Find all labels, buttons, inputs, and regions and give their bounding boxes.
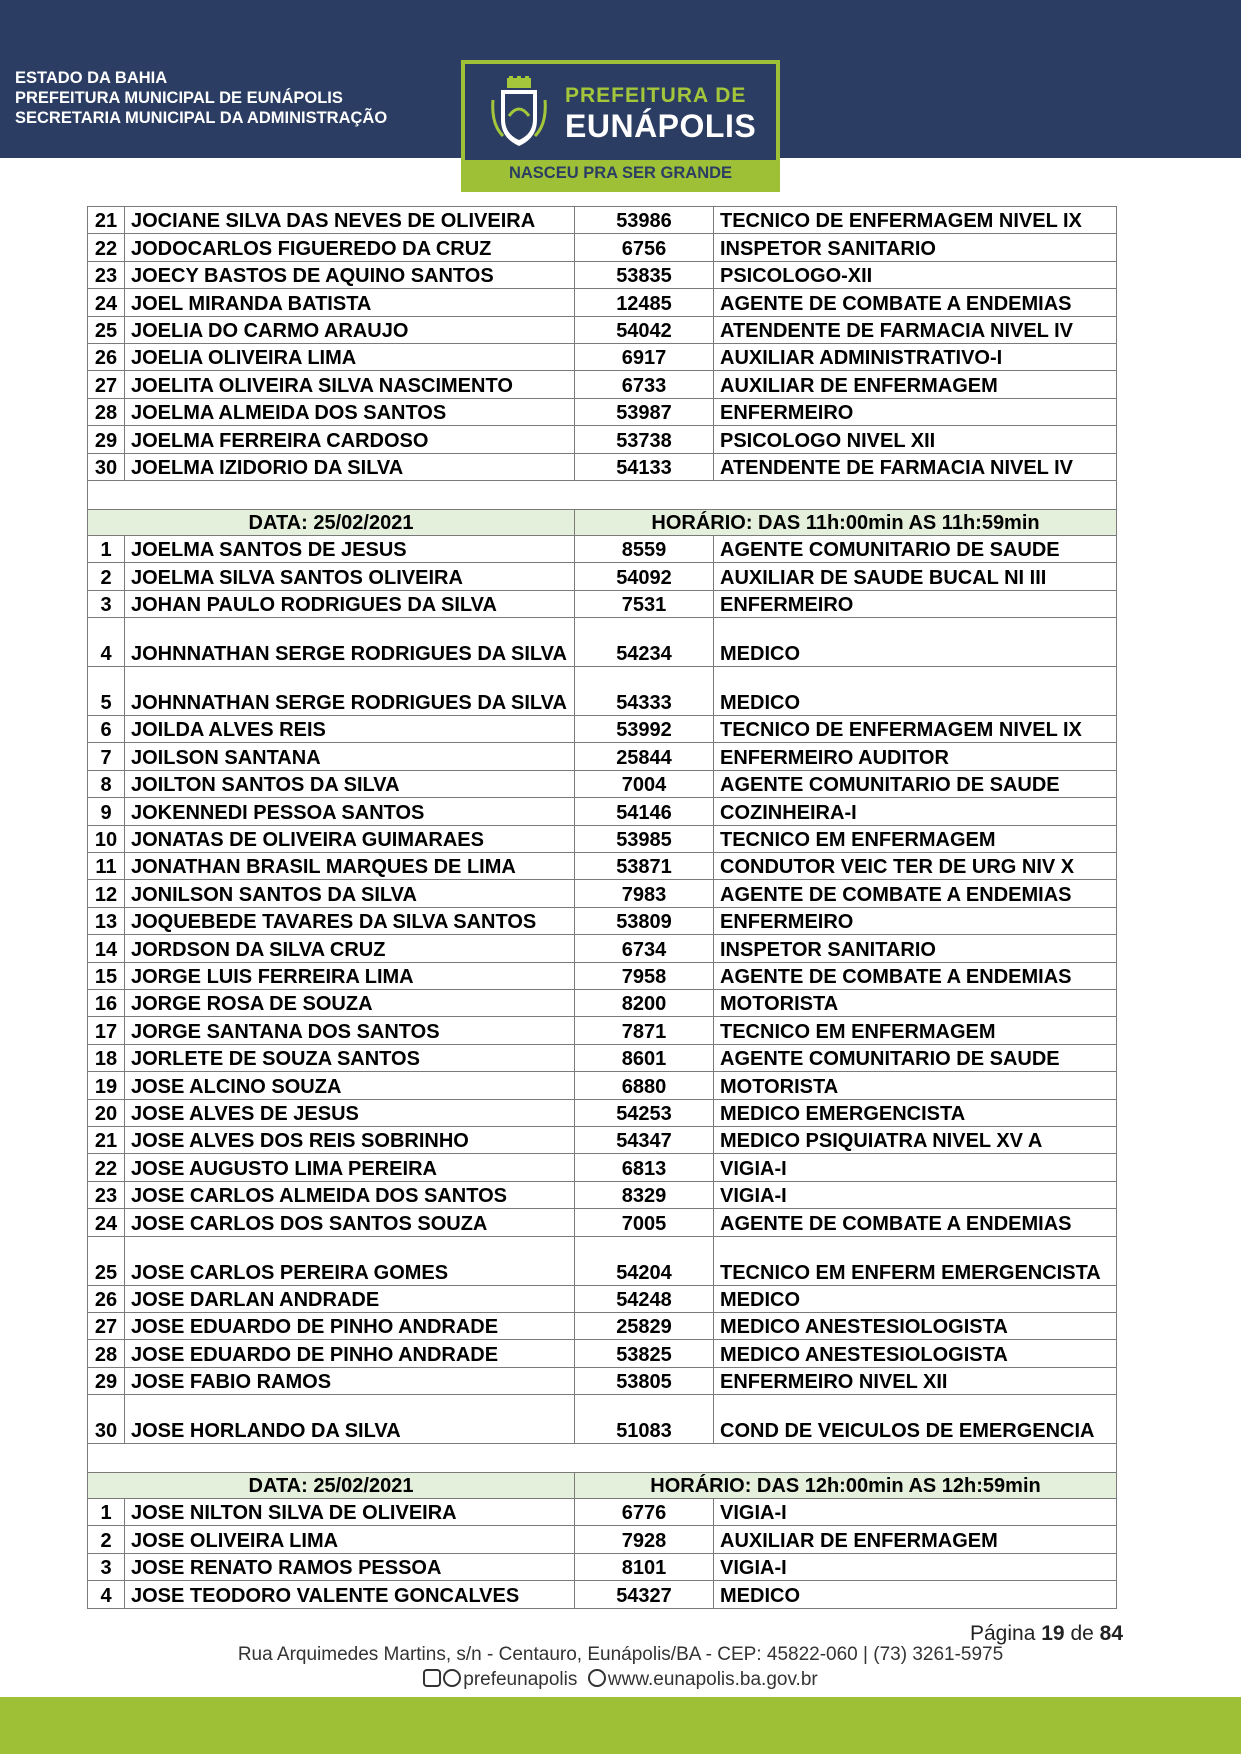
prefeitura-logo	[461, 60, 780, 192]
registration-number: 53809	[575, 907, 714, 934]
registration-number: 6813	[575, 1154, 714, 1181]
job-title: ENFERMEIRO	[714, 398, 1117, 425]
employee-name: JOILSON SANTANA	[125, 743, 575, 770]
job-title: AGENTE DE COMBATE A ENDEMIAS	[714, 289, 1117, 316]
job-title: PSICOLOGO NIVEL XII	[714, 426, 1117, 453]
table-row	[88, 1126, 1117, 1153]
row-number: 25	[88, 316, 125, 343]
row-number: 17	[88, 1017, 125, 1044]
job-title: MEDICO EMERGENCISTA	[714, 1099, 1117, 1126]
table-row	[88, 667, 1117, 716]
logo-text-eunapolis: EUNÁPOLIS	[565, 108, 757, 144]
employee-name: JOSE EDUARDO DE PINHO ANDRADE	[125, 1312, 575, 1339]
registration-number: 7531	[575, 590, 714, 617]
footer-address: Rua Arquimedes Martins, s/n - Centauro, Eunápolis/BA - CEP: 45822-060 | (73) 3261-5975	[237, 1644, 1004, 1665]
employee-name: JORLETE DE SOUZA SANTOS	[125, 1044, 575, 1071]
row-number: 28	[88, 1340, 125, 1367]
row-number: 12	[88, 880, 125, 907]
job-title: VIGIA-I	[714, 1553, 1117, 1580]
row-number: 30	[88, 1395, 125, 1444]
row-number: 10	[88, 825, 125, 852]
table-row	[88, 289, 1117, 316]
job-title: MEDICO	[714, 667, 1117, 716]
table-row	[88, 1154, 1117, 1181]
row-number: 28	[88, 398, 125, 425]
table-row	[88, 716, 1117, 743]
job-title: VIGIA-I	[714, 1499, 1117, 1526]
row-number: 22	[88, 1154, 125, 1181]
job-title: MEDICO PSIQUIATRA NIVEL XV A	[714, 1126, 1117, 1153]
registration-number: 6776	[575, 1499, 714, 1526]
page-number	[970, 1622, 1123, 1646]
table-row	[88, 935, 1117, 962]
table-row	[88, 907, 1117, 934]
table-row	[88, 426, 1117, 453]
employee-name: JORGE SANTANA DOS SANTOS	[125, 1017, 575, 1044]
table-row	[88, 1395, 1117, 1444]
employee-name: JOSE FABIO RAMOS	[125, 1367, 575, 1394]
employee-name: JOELIA DO CARMO ARAUJO	[125, 316, 575, 343]
social-handle: prefeunapolis	[463, 1669, 578, 1690]
employee-name: JORGE ROSA DE SOUZA	[125, 989, 575, 1016]
table-row	[88, 1236, 1117, 1285]
employee-name: JOECY BASTOS DE AQUINO SANTOS	[125, 261, 575, 288]
job-title: ENFERMEIRO	[714, 590, 1117, 617]
row-number: 9	[88, 798, 125, 825]
row-number: 16	[88, 989, 125, 1016]
employee-name: JOSE ALCINO SOUZA	[125, 1072, 575, 1099]
registration-number: 53805	[575, 1367, 714, 1394]
registration-number: 8601	[575, 1044, 714, 1071]
registration-number: 8101	[575, 1553, 714, 1580]
logo-slogan: NASCEU PRA SER GRANDE	[508, 164, 733, 182]
table-row	[88, 618, 1117, 667]
row-number: 15	[88, 962, 125, 989]
registration-number: 7958	[575, 962, 714, 989]
table-row	[88, 535, 1117, 562]
row-number: 26	[88, 1285, 125, 1312]
schedule-date: DATA: 25/02/2021	[88, 509, 575, 535]
job-title: COND DE VEICULOS DE EMERGENCIA	[714, 1395, 1117, 1444]
job-title: ATENDENTE DE FARMACIA NIVEL IV	[714, 316, 1117, 343]
registration-number: 54204	[575, 1236, 714, 1285]
website-link[interactable]: www.eunapolis.ba.gov.br	[607, 1669, 818, 1690]
row-number: 23	[88, 261, 125, 288]
employee-name: JOKENNEDI PESSOA SANTOS	[125, 798, 575, 825]
employee-name: JOSE CARLOS PEREIRA GOMES	[125, 1236, 575, 1285]
job-title: MOTORISTA	[714, 1072, 1117, 1099]
page-total: 84	[1099, 1622, 1123, 1645]
job-title: TECNICO EM ENFERMAGEM	[714, 825, 1117, 852]
job-title: MEDICO	[714, 1581, 1117, 1608]
table-row	[88, 1367, 1117, 1394]
job-title: ATENDENTE DE FARMACIA NIVEL IV	[714, 453, 1117, 480]
row-number: 27	[88, 1312, 125, 1339]
job-title: TECNICO EM ENFERMAGEM	[714, 1017, 1117, 1044]
row-number: 14	[88, 935, 125, 962]
job-title: PSICOLOGO-XII	[714, 261, 1117, 288]
registration-number: 7928	[575, 1526, 714, 1553]
table-row	[88, 1340, 1117, 1367]
registration-number: 54347	[575, 1126, 714, 1153]
registration-number: 25829	[575, 1312, 714, 1339]
registration-number: 8329	[575, 1181, 714, 1208]
row-number: 3	[88, 1553, 125, 1580]
registration-number: 54234	[575, 618, 714, 667]
page-label: Página	[970, 1622, 1036, 1645]
registration-number: 53992	[575, 716, 714, 743]
employee-name: JOSE RENATO RAMOS PESSOA	[125, 1553, 575, 1580]
row-number: 2	[88, 1526, 125, 1553]
employee-name: JOSE ALVES DOS REIS SOBRINHO	[125, 1126, 575, 1153]
job-title: INSPETOR SANITARIO	[714, 935, 1117, 962]
row-number: 1	[88, 535, 125, 562]
table-row	[88, 1312, 1117, 1339]
row-number: 2	[88, 563, 125, 590]
employee-name: JOCIANE SILVA DAS NEVES DE OLIVEIRA	[125, 207, 575, 234]
employee-name: JOSE CARLOS ALMEIDA DOS SANTOS	[125, 1181, 575, 1208]
employee-name: JOSE ALVES DE JESUS	[125, 1099, 575, 1126]
employee-name: JORGE LUIS FERREIRA LIMA	[125, 962, 575, 989]
row-number: 23	[88, 1181, 125, 1208]
employee-name: JODOCARLOS FIGUEREDO DA CRUZ	[125, 234, 575, 261]
row-number: 24	[88, 1209, 125, 1236]
employee-name: JOEL MIRANDA BATISTA	[125, 289, 575, 316]
job-title: AGENTE DE COMBATE A ENDEMIAS	[714, 880, 1117, 907]
table-row	[88, 1553, 1117, 1580]
table-row	[88, 853, 1117, 880]
facebook-icon	[443, 1669, 461, 1687]
job-title: AUXILIAR ADMINISTRATIVO-I	[714, 343, 1117, 370]
row-number: 18	[88, 1044, 125, 1071]
registration-number: 54253	[575, 1099, 714, 1126]
employee-schedule-table	[87, 206, 1117, 1609]
registration-number: 53987	[575, 398, 714, 425]
employee-name: JOELMA IZIDORIO DA SILVA	[125, 453, 575, 480]
registration-number: 53825	[575, 1340, 714, 1367]
employee-name: JOILTON SANTOS DA SILVA	[125, 770, 575, 797]
table-row	[88, 207, 1117, 234]
logo-panel	[465, 64, 776, 160]
table-row	[88, 1499, 1117, 1526]
row-number: 3	[88, 590, 125, 617]
employee-name: JOSE TEODORO VALENTE GONCALVES	[125, 1581, 575, 1608]
header-line-city: PREFEITURA MUNICIPAL DE EUNÁPOLIS	[15, 89, 343, 107]
registration-number: 54248	[575, 1285, 714, 1312]
schedule-header	[88, 1473, 1117, 1499]
row-number: 4	[88, 618, 125, 667]
job-title: TECNICO DE ENFERMAGEM NIVEL IX	[714, 716, 1117, 743]
section-spacer	[88, 1444, 1117, 1473]
row-number: 1	[88, 1499, 125, 1526]
registration-number: 8200	[575, 989, 714, 1016]
row-number: 13	[88, 907, 125, 934]
employee-name: JOSE HORLANDO DA SILVA	[125, 1395, 575, 1444]
registration-number: 6880	[575, 1072, 714, 1099]
table-row	[88, 1044, 1117, 1071]
registration-number: 54333	[575, 667, 714, 716]
row-number: 26	[88, 343, 125, 370]
registration-number: 54092	[575, 563, 714, 590]
row-number: 6	[88, 716, 125, 743]
row-number: 30	[88, 453, 125, 480]
job-title: VIGIA-I	[714, 1181, 1117, 1208]
table-row	[88, 798, 1117, 825]
table-row	[88, 1181, 1117, 1208]
employee-name: JOSE EDUARDO DE PINHO ANDRADE	[125, 1340, 575, 1367]
table-row	[88, 1017, 1117, 1044]
employee-name: JONATHAN BRASIL MARQUES DE LIMA	[125, 853, 575, 880]
job-title: MEDICO ANESTESIOLOGISTA	[714, 1312, 1117, 1339]
registration-number: 7004	[575, 770, 714, 797]
employee-name: JOELMA SILVA SANTOS OLIVEIRA	[125, 563, 575, 590]
job-title: TECNICO DE ENFERMAGEM NIVEL IX	[714, 207, 1117, 234]
schedule-time: HORÁRIO: DAS 11h:00min AS 11h:59min	[575, 509, 1117, 535]
registration-number: 6917	[575, 343, 714, 370]
job-title: AGENTE DE COMBATE A ENDEMIAS	[714, 1209, 1117, 1236]
schedule-header	[88, 509, 1117, 535]
employee-name: JONATAS DE OLIVEIRA GUIMARAES	[125, 825, 575, 852]
employee-name: JOSE OLIVEIRA LIMA	[125, 1526, 575, 1553]
employee-name: JOSE DARLAN ANDRADE	[125, 1285, 575, 1312]
instagram-icon	[423, 1669, 441, 1687]
registration-number: 54146	[575, 798, 714, 825]
job-title: MEDICO ANESTESIOLOGISTA	[714, 1340, 1117, 1367]
table-row	[88, 590, 1117, 617]
employee-name: JOHAN PAULO RODRIGUES DA SILVA	[125, 590, 575, 617]
job-title: COZINHEIRA-I	[714, 798, 1117, 825]
table-row	[88, 880, 1117, 907]
table-row	[88, 398, 1117, 425]
registration-number: 54133	[575, 453, 714, 480]
table-row	[88, 962, 1117, 989]
row-number: 8	[88, 770, 125, 797]
table-row	[88, 261, 1117, 288]
job-title: AUXILIAR DE SAUDE BUCAL NI III	[714, 563, 1117, 590]
job-title: AUXILIAR DE ENFERMAGEM	[714, 371, 1117, 398]
job-title: ENFERMEIRO AUDITOR	[714, 743, 1117, 770]
page-current: 19	[1041, 1622, 1065, 1645]
globe-icon	[588, 1669, 606, 1687]
row-number: 5	[88, 667, 125, 716]
job-title: AGENTE COMUNITARIO DE SAUDE	[714, 770, 1117, 797]
job-title: INSPETOR SANITARIO	[714, 234, 1117, 261]
row-number: 29	[88, 1367, 125, 1394]
row-number: 27	[88, 371, 125, 398]
registration-number: 51083	[575, 1395, 714, 1444]
registration-number: 6734	[575, 935, 714, 962]
crest-icon	[489, 76, 549, 148]
table-row	[88, 770, 1117, 797]
table-row	[88, 1285, 1117, 1312]
table-row	[88, 1526, 1117, 1553]
table-row	[88, 453, 1117, 480]
job-title: TECNICO EM ENFERM EMERGENCISTA	[714, 1236, 1117, 1285]
row-number: 7	[88, 743, 125, 770]
row-number: 4	[88, 1581, 125, 1608]
employee-name: JOQUEBEDE TAVARES DA SILVA SANTOS	[125, 907, 575, 934]
employee-name: JOHNNATHAN SERGE RODRIGUES DA SILVA	[125, 667, 575, 716]
registration-number: 7005	[575, 1209, 714, 1236]
footer-bar	[0, 1697, 1241, 1754]
schedule-time: HORÁRIO: DAS 12h:00min AS 12h:59min	[575, 1473, 1117, 1499]
employee-name: JOELMA FERREIRA CARDOSO	[125, 426, 575, 453]
job-title: ENFERMEIRO	[714, 907, 1117, 934]
job-title: MEDICO	[714, 1285, 1117, 1312]
employee-name: JOILDA ALVES REIS	[125, 716, 575, 743]
registration-number: 53835	[575, 261, 714, 288]
footer-social	[0, 1669, 1241, 1691]
page-sep: de	[1070, 1622, 1094, 1645]
employee-name: JONILSON SANTOS DA SILVA	[125, 880, 575, 907]
table-row	[88, 371, 1117, 398]
row-number: 25	[88, 1236, 125, 1285]
spacer-cell	[88, 480, 1117, 509]
employee-name: JORDSON DA SILVA CRUZ	[125, 935, 575, 962]
job-title: CONDUTOR VEIC TER DE URG NIV X	[714, 853, 1117, 880]
table-row	[88, 234, 1117, 261]
row-number: 21	[88, 1126, 125, 1153]
registration-number: 53986	[575, 207, 714, 234]
row-number: 22	[88, 234, 125, 261]
section-spacer	[88, 480, 1117, 509]
table-row	[88, 1072, 1117, 1099]
row-number: 21	[88, 207, 125, 234]
table-row	[88, 343, 1117, 370]
spacer-cell	[88, 1444, 1117, 1473]
employee-name: JOSE AUGUSTO LIMA PEREIRA	[125, 1154, 575, 1181]
job-title: MOTORISTA	[714, 989, 1117, 1016]
table-row	[88, 743, 1117, 770]
table-row	[88, 825, 1117, 852]
job-title: ENFERMEIRO NIVEL XII	[714, 1367, 1117, 1394]
logo-text-prefeitura: PREFEITURA DE	[565, 84, 747, 107]
row-number: 29	[88, 426, 125, 453]
registration-number: 53738	[575, 426, 714, 453]
row-number: 11	[88, 853, 125, 880]
registration-number: 7983	[575, 880, 714, 907]
row-number: 19	[88, 1072, 125, 1099]
row-number: 24	[88, 289, 125, 316]
header-line-state: ESTADO DA BAHIA	[15, 69, 168, 87]
registration-number: 54327	[575, 1581, 714, 1608]
job-title: VIGIA-I	[714, 1154, 1117, 1181]
job-title: MEDICO	[714, 618, 1117, 667]
employee-schedule-body	[88, 207, 1117, 1609]
employee-name: JOSE NILTON SILVA DE OLIVEIRA	[125, 1499, 575, 1526]
registration-number: 12485	[575, 289, 714, 316]
job-title: AUXILIAR DE ENFERMAGEM	[714, 1526, 1117, 1553]
table-row	[88, 1099, 1117, 1126]
job-title: AGENTE DE COMBATE A ENDEMIAS	[714, 962, 1117, 989]
registration-number: 8559	[575, 535, 714, 562]
table-row	[88, 989, 1117, 1016]
header-line-secretary: SECRETARIA MUNICIPAL DA ADMINISTRAÇÃO	[15, 109, 388, 127]
employee-name: JOELMA ALMEIDA DOS SANTOS	[125, 398, 575, 425]
employee-name: JOELMA SANTOS DE JESUS	[125, 535, 575, 562]
employee-name: JOELIA OLIVEIRA LIMA	[125, 343, 575, 370]
table-row	[88, 563, 1117, 590]
registration-number: 25844	[575, 743, 714, 770]
row-number: 20	[88, 1099, 125, 1126]
table-row	[88, 1581, 1117, 1608]
registration-number: 53985	[575, 825, 714, 852]
registration-number: 6733	[575, 371, 714, 398]
employee-name: JOELITA OLIVEIRA SILVA NASCIMENTO	[125, 371, 575, 398]
registration-number: 54042	[575, 316, 714, 343]
table-row	[88, 316, 1117, 343]
employee-name: JOSE CARLOS DOS SANTOS SOUZA	[125, 1209, 575, 1236]
job-title: AGENTE COMUNITARIO DE SAUDE	[714, 1044, 1117, 1071]
registration-number: 6756	[575, 234, 714, 261]
employee-name: JOHNNATHAN SERGE RODRIGUES DA SILVA	[125, 618, 575, 667]
table-row	[88, 1209, 1117, 1236]
schedule-date: DATA: 25/02/2021	[88, 1473, 575, 1499]
job-title: AGENTE COMUNITARIO DE SAUDE	[714, 535, 1117, 562]
header-institution	[15, 68, 387, 128]
registration-number: 53871	[575, 853, 714, 880]
registration-number: 7871	[575, 1017, 714, 1044]
